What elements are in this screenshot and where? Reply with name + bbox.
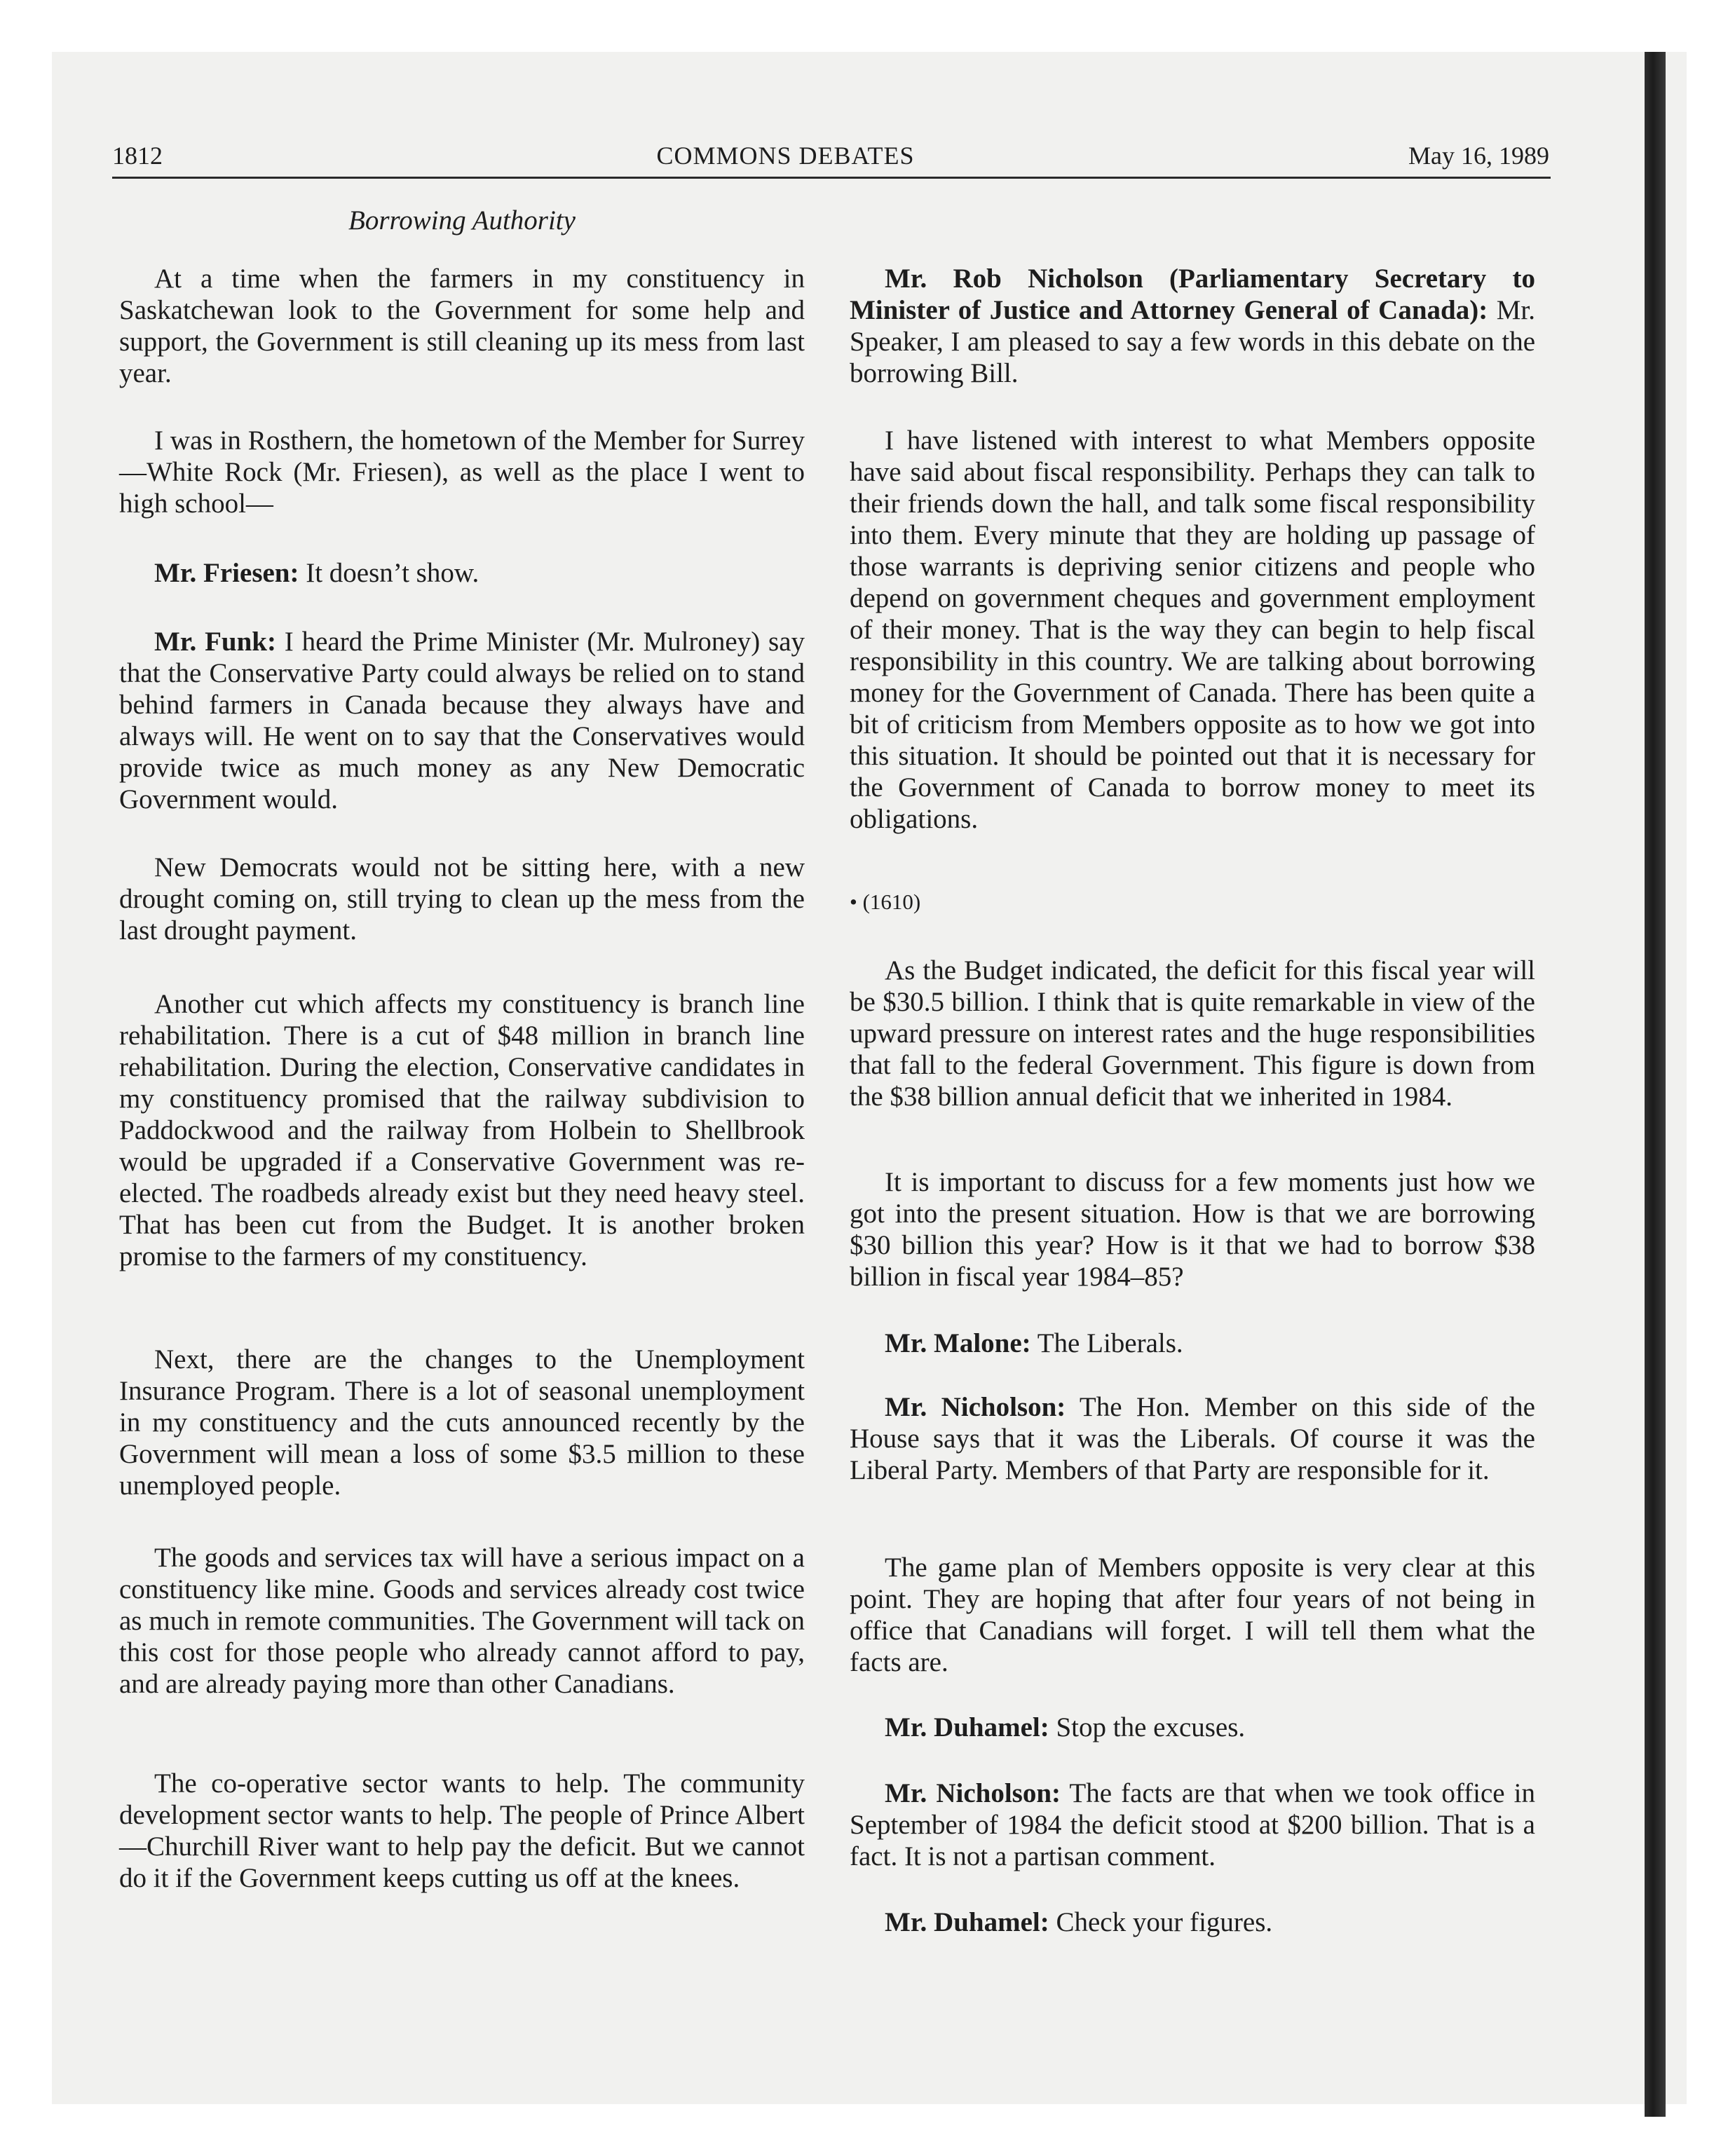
speech-text: The facts are that when we took office in September of 1984 the deficit stood at $200 billion. That is a fact. It is not a partisan comment. (850, 1778, 1536, 1871)
paragraph: The game plan of Members opposite is very clear at this point. They are hoping that after four years of not being in office that Canadians will forget. I will tell them what the facts are. (850, 1553, 1535, 1677)
speech-paragraph (119, 557, 805, 589)
section-heading: Borrowing Authority (348, 205, 576, 236)
speaker-name: Mr. Nicholson: (885, 1778, 1061, 1808)
publication-title: COMMONS DEBATES (656, 142, 915, 170)
paragraph: New Democrats would not be sitting here, with a new drought coming on, still trying to clean up the mess from the last drought payment. (119, 852, 805, 946)
speech-text: I heard the Prime Minister (Mr. Mulroney) say that the Conservative Party could always be relied on to stand behind farmers in Canada because they always have and always will. He went on to say that the Conservatives would provide twice as much money as any New Democratic Government would. (119, 627, 805, 814)
speaker-name: Mr. Malone: (885, 1328, 1031, 1358)
speaker-name: Mr. Friesen: (154, 558, 299, 588)
paragraph: The goods and services tax will have a serious impact on a constituency like mine. Goods and services already cost twice as much in remote communities. The Government will tack on this cost for those people who already cannot afford to pay, and are already paying more than other Canadians. (119, 1543, 805, 1699)
speaker-name: Mr. Duhamel: (885, 1712, 1049, 1742)
speaker-name: Mr. Nicholson: (885, 1392, 1066, 1422)
speech-text: Mr. Speaker, I am pleased to say a few words in this debate on the borrowing Bill. (850, 295, 1535, 388)
speech-paragraph (850, 1712, 1535, 1743)
paragraph: It is important to discuss for a few moments just how we got into the present situation. How is that we are borrowing $30 billion this year? How is it that we had to borrow $38 billion in fiscal year 1984–85? (850, 1167, 1535, 1292)
running-header (112, 140, 1549, 171)
speech-text: Stop the excuses. (1049, 1712, 1246, 1742)
paragraph: As the Budget indicated, the deficit for this fiscal year will be $30.5 billion. I think that is quite remarkable in view of the upward pressure on interest rates and the huge responsibilities that fall to the federal Government. This figure is down from the $38 billion annual deficit that we inherited in 1984. (850, 955, 1535, 1112)
speech-paragraph (850, 1778, 1535, 1872)
time-marker: • (1610) (850, 889, 921, 914)
speech-text: The Hon. Member on this side of the House says that it was the Liberals. Of course it was the Liberal Party. Members of that Party are responsible for it. (850, 1392, 1535, 1485)
paragraph: I have listened with interest to what Members opposite have said about fiscal responsibility. Perhaps they can talk to their friends down the hall, and talk some fiscal responsibility into them. Every minute that they are holding up passage of those warrants is depriving senior citizens and people who depend on government cheques and government employment of their money. That is the way they can begin to help fiscal responsibility in this country. We are talking about borrowing money for the Government of Canada. There has been quite a bit of criticism from Members opposite as to how we got into this situation. It should be pointed out that it is necessary for the Government of Canada to borrow money to meet its obligations. (850, 425, 1535, 834)
scan-edge-shadow (1645, 52, 1666, 2117)
speech-text: It doesn’t show. (299, 558, 479, 588)
speech-paragraph (850, 1328, 1535, 1359)
header-rule (112, 177, 1551, 179)
speaker-name: Mr. Funk: (154, 627, 276, 657)
speaker-name: Mr. Duhamel: (885, 1907, 1049, 1937)
paragraph: I was in Rosthern, the hometown of the Member for Surrey—White Rock (Mr. Friesen), as well as the place I went to high school— (119, 425, 805, 519)
paragraph: Next, there are the changes to the Unemployment Insurance Program. There is a lot of seasonal unemployment in my constituency and the cuts announced recently by the Government will mean a loss of some $3.5 million to these unemployed people. (119, 1344, 805, 1501)
page-number: 1812 (112, 142, 163, 170)
speech-paragraph (850, 263, 1535, 389)
speech-paragraph (119, 626, 805, 815)
paragraph: The co-operative sector wants to help. The community development sector wants to help. The people of Prince Albert—Churchill River want to help pay the deficit. But we cannot do it if the Government keeps cutting us off at the knees. (119, 1768, 805, 1893)
speaker-name: Mr. Rob Nicholson (Parliamentary Secretary to Minister of Justice and Attorney General of Canada): (850, 264, 1535, 325)
paragraph: At a time when the farmers in my constituency in Saskatchewan look to the Government for some help and support, the Government is still cleaning up its mess from last year. (119, 264, 805, 388)
speech-paragraph (850, 1906, 1535, 1938)
speech-text: Check your figures. (1049, 1907, 1273, 1937)
issue-date: May 16, 1989 (1408, 142, 1549, 170)
speech-paragraph (850, 1391, 1535, 1486)
paragraph: Another cut which affects my constituency is branch line rehabilitation. There is a cut of $48 million in branch line rehabilitation. During the election, Conservative candidates in my constituency promised that the railway subdivision to Paddockwood and the railway from Holbein to Shellbrook would be upgraded if a Conservative Government was re-elected. The roadbeds already exist but they need heavy steel. That has been cut from the Budget. It is another broken promise to the farmers of my constituency. (119, 989, 805, 1271)
speech-text: The Liberals. (1030, 1328, 1183, 1358)
